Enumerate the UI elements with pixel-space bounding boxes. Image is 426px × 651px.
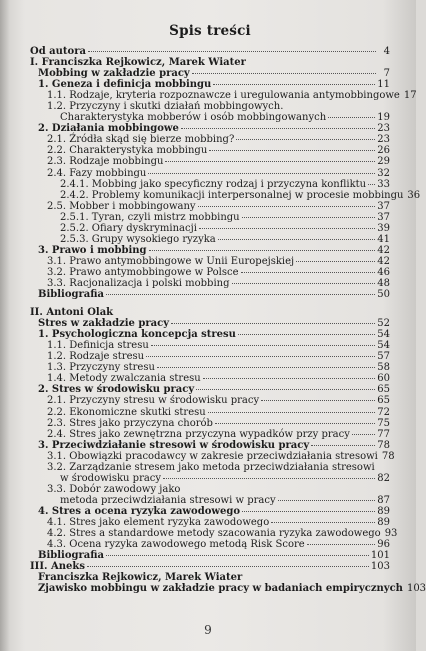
toc-entry-page: 65 <box>377 395 390 407</box>
toc-entry <box>30 462 390 473</box>
toc-entry-page: 37 <box>377 200 390 212</box>
toc-leader-dots <box>106 294 375 295</box>
toc-entry-page: 41 <box>377 233 390 245</box>
toc-entry-title: Stres w zakładzie pracy <box>38 318 170 330</box>
toc-entry-page: 72 <box>377 406 390 418</box>
toc-entry <box>30 329 390 340</box>
toc-entry-page: 78 <box>381 450 395 462</box>
toc-leader-dots <box>242 217 376 218</box>
toc-entry-page: 93 <box>384 528 398 540</box>
toc-leader-dots <box>146 356 375 357</box>
toc-entry <box>30 123 390 134</box>
toc-entry-title: metoda przeciwdziałania stresowi w pracy <box>60 494 276 506</box>
toc-entry-title: 2.5. Mobber i mobbingowany <box>47 200 196 212</box>
toc-entry-title: 3. Prawo i mobbing <box>38 244 147 256</box>
toc-entry-title: Franciszka Rejkowicz, Marek Wiater <box>38 572 243 584</box>
toc-entry-page: 39 <box>377 222 390 234</box>
toc-entry <box>30 256 390 267</box>
toc-entry-page: 52 <box>377 318 390 330</box>
toc-entry-page: 19 <box>377 112 390 124</box>
toc-leader-dots <box>88 51 376 52</box>
toc-entry-page: 29 <box>377 156 390 168</box>
page-title: Spis treści <box>169 23 251 39</box>
toc-entry <box>30 572 390 583</box>
toc-leader-dots <box>241 272 376 273</box>
toc-entry <box>30 156 390 167</box>
toc-entry-title: 2.1. Przyczyny stresu w środowisku pracy <box>47 395 260 407</box>
toc-leader-dots <box>236 139 375 140</box>
toc-leader-dots <box>311 445 375 446</box>
toc-entry-title: 4. Stres a ocena ryzyka zawodowego <box>38 505 241 517</box>
toc-entry <box>30 583 426 595</box>
toc-entry <box>30 528 398 540</box>
toc-entry-title: 3.1. Prawo antymobbingowe w Unii Europejskiej <box>47 255 295 267</box>
toc-entry-title: 2. Działania mobbingowe <box>38 123 179 135</box>
toc-entry-title: Mobbing w zakładzie pracy <box>38 68 190 80</box>
toc-entry <box>30 134 390 145</box>
toc-entry-page: 87 <box>377 494 390 506</box>
toc-entry <box>30 289 390 300</box>
toc-entry-title: 3.3. Racjonalizacja i polski mobbing <box>47 277 230 289</box>
toc-leader-dots <box>192 73 376 74</box>
toc-entry-page: 50 <box>377 289 390 301</box>
toc-entry-title: 3.2. Zarządzanie stresem jako metoda przeciwdziałania stresowi <box>47 461 375 473</box>
toc-leader-dots <box>151 345 375 346</box>
toc-entry <box>30 79 390 90</box>
toc-entry-title: 2.4.2. Problemy komunikacji interpersonalnej w procesie mobbingu <box>60 189 404 201</box>
toc-leader-dots <box>181 128 375 129</box>
toc-entry <box>30 340 390 351</box>
toc-leader-dots <box>368 184 375 185</box>
toc-entry-title: 1.2. Rodzaje stresu <box>47 351 145 363</box>
toc-leader-dots <box>203 378 376 379</box>
toc-entry-page: 89 <box>377 505 390 517</box>
toc-leader-dots <box>87 566 369 567</box>
toc-entry-page: 54 <box>377 329 390 341</box>
toc-entry-title: 2.4. Fazy mobbingu <box>47 167 147 179</box>
toc-entry <box>30 145 390 156</box>
toc-leader-dots <box>199 228 375 229</box>
toc-entry-page: 42 <box>377 244 390 256</box>
toc-entry <box>30 395 390 406</box>
toc-entry-title: 1.3. Przyczyny stresu <box>47 362 155 374</box>
toc-entry <box>30 318 390 329</box>
toc-entry-title: 1.2. Przyczyny i skutki działań mobbingowych. <box>47 101 284 113</box>
toc-entry <box>30 101 390 112</box>
toc-entry-page: 89 <box>377 516 390 528</box>
toc-entry-title: 2.5.1. Tyran, czyli mistrz mobbingu <box>60 211 240 223</box>
toc-leader-dots <box>148 173 375 174</box>
page-number: 9 <box>204 623 212 637</box>
toc-entry-title: 1.1. Definicja stresu <box>47 340 149 352</box>
toc-entry-title: 1. Geneza i definicja mobbingu <box>38 79 212 91</box>
toc-entry <box>30 495 390 506</box>
toc-leader-dots <box>242 511 375 512</box>
toc-entry <box>30 440 390 451</box>
toc-entry-page: 75 <box>377 417 390 429</box>
toc-leader-dots <box>165 161 375 162</box>
toc-entry-page: 33 <box>377 178 390 190</box>
toc-entry-title: 3.3. Dobór zawodowy jako <box>47 483 181 495</box>
toc-entry-title: 1.4. Metody zwalczania stresu <box>47 373 201 385</box>
toc-entry-title: 2.3. Stres jako przyczyna chorób <box>47 417 213 429</box>
toc-leader-dots <box>208 412 376 413</box>
toc-entry-page: 101 <box>370 550 390 562</box>
toc-entry <box>30 278 390 289</box>
table-of-contents <box>30 46 426 595</box>
toc-entry-title: 2.2. Charakterystyka mobbingu <box>47 145 208 157</box>
toc-entry-page: 65 <box>377 384 390 396</box>
toc-entry <box>30 550 390 561</box>
toc-entry-page: 7 <box>383 68 390 80</box>
toc-entry-page: 103 <box>406 583 426 595</box>
toc-entry-page: 11 <box>377 79 390 91</box>
toc-entry-page: 54 <box>377 340 390 352</box>
toc-entry-title: 2.4. Stres jako zewnętrzna przyczyna wypadków przy pracy <box>47 428 350 440</box>
toc-entry <box>30 539 390 550</box>
toc-entry <box>30 362 390 373</box>
toc-entry <box>30 407 390 418</box>
toc-entry <box>30 212 390 223</box>
toc-entry <box>30 506 390 517</box>
toc-entry-title: Zjawisko mobbingu w zakładzie pracy w badaniach empirycznych <box>38 583 403 595</box>
toc-leader-dots <box>171 323 375 324</box>
toc-entry <box>30 561 390 572</box>
toc-entry <box>30 373 390 384</box>
toc-entry <box>30 46 390 57</box>
toc-leader-dots <box>307 544 376 545</box>
toc-entry-page: 57 <box>377 351 390 363</box>
toc-entry-page: 36 <box>407 189 421 201</box>
toc-leader-dots <box>157 367 375 368</box>
toc-entry-title: Charakterystyka mobberów i osób mobbingowanych <box>60 112 327 124</box>
toc-entry <box>30 189 421 201</box>
toc-entry-page: 46 <box>377 266 390 278</box>
toc-entry-page: 23 <box>377 123 390 135</box>
toc-entry <box>30 223 390 234</box>
toc-entry-page: 82 <box>377 472 390 484</box>
toc-entry-title: II. Antoni Olak <box>30 307 114 319</box>
toc-entry-title: 4.1. Stres jako element ryzyka zawodowego <box>47 516 270 528</box>
toc-entry <box>30 90 417 102</box>
toc-entry <box>30 168 390 179</box>
toc-leader-dots <box>213 84 375 85</box>
toc-entry-title: Bibliografia <box>38 550 105 562</box>
toc-entry-page: 103 <box>370 561 390 573</box>
toc-entry-title: 1.1. Rodzaje, kryteria rozpoznawcze i uregulowania antymobbingowe <box>47 90 400 102</box>
toc-entry-title: 2.3. Rodzaje mobbingu <box>47 156 164 168</box>
toc-leader-dots <box>278 500 376 501</box>
toc-leader-dots <box>149 250 376 251</box>
toc-leader-dots <box>261 400 375 401</box>
toc-entry <box>30 418 390 429</box>
toc-entry-title: 2. Stres w środowisku pracy <box>38 384 195 396</box>
toc-entry-title: w środowisku pracy <box>60 472 162 484</box>
page-gutter-shadow <box>0 0 10 651</box>
toc-entry <box>30 484 390 495</box>
toc-entry <box>30 234 390 245</box>
toc-entry-page: 42 <box>377 255 390 267</box>
toc-entry-page: 4 <box>383 46 390 57</box>
toc-entry-page: 96 <box>377 539 390 551</box>
toc-entry <box>30 179 390 190</box>
toc-entry-title: 3.2. Prawo antymobbingowe w Polsce <box>47 266 239 278</box>
toc-entry-title: I. Franciszka Rejkowicz, Marek Wiater <box>30 57 246 69</box>
toc-entry-page: 32 <box>377 167 390 179</box>
toc-leader-dots <box>218 239 376 240</box>
toc-entry <box>30 429 390 440</box>
toc-leader-dots <box>232 283 376 284</box>
toc-leader-dots <box>296 261 375 262</box>
toc-entry <box>30 57 390 68</box>
toc-entry-title: III. Aneks <box>30 561 85 573</box>
toc-entry <box>30 245 390 256</box>
toc-entry <box>30 450 395 462</box>
toc-entry-title: 1. Psychologiczna koncepcja stresu <box>38 329 236 341</box>
toc-leader-dots <box>196 389 375 390</box>
toc-entry-title: 2.5.3. Grupy wysokiego ryzyka <box>60 233 216 245</box>
toc-entry <box>30 307 390 318</box>
toc-leader-dots <box>163 478 375 479</box>
toc-leader-dots <box>238 334 375 335</box>
toc-entry <box>30 384 390 395</box>
toc-entry-title: 2.1. Źródła skąd się bierze mobbing? <box>47 134 235 146</box>
toc-entry-title: 3.1. Obowiązki pracodawcy w zakresie przeciwdziałania stresowi <box>47 450 378 462</box>
toc-entry <box>30 267 390 278</box>
toc-entry-title: 2.4.1. Mobbing jako specyficzny rodzaj i przyczyna konfliktu <box>60 178 367 190</box>
toc-entry <box>30 351 390 362</box>
toc-leader-dots <box>215 423 375 424</box>
toc-entry-title: Bibliografia <box>38 289 105 301</box>
section-gap <box>30 300 390 307</box>
toc-entry-title: 3. Przeciwdziałanie stresowi w środowisku pracy <box>38 439 310 451</box>
toc-entry-page: 37 <box>377 211 390 223</box>
toc-entry-page: 58 <box>377 362 390 374</box>
toc-entry-page: 48 <box>377 277 390 289</box>
toc-entry <box>30 517 390 528</box>
toc-entry-title: 4.2. Stres a standardowe metody szacowania ryzyka zawodowego <box>47 528 381 540</box>
toc-leader-dots <box>328 117 375 118</box>
toc-entry-page: 60 <box>377 373 390 385</box>
toc-leader-dots <box>271 522 375 523</box>
toc-entry-page: 78 <box>377 439 390 451</box>
toc-leader-dots <box>198 206 376 207</box>
toc-entry-title: 4.3. Ocena ryzyka zawodowego metodą Risk Score <box>47 539 305 551</box>
toc-entry-title: 2.5.2. Ofiary dyskryminacji <box>60 222 197 234</box>
toc-leader-dots <box>352 434 375 435</box>
toc-entry-page: 26 <box>377 145 390 157</box>
toc-entry-title: 2.2. Ekonomiczne skutki stresu <box>47 406 206 418</box>
toc-leader-dots <box>106 555 369 556</box>
toc-entry <box>30 201 390 212</box>
toc-entry-title: Od autora <box>30 46 86 57</box>
toc-leader-dots <box>209 150 375 151</box>
toc-entry <box>30 68 390 79</box>
toc-entry-page: 17 <box>403 90 417 102</box>
toc-entry-page: 23 <box>377 134 390 146</box>
toc-entry <box>30 112 390 123</box>
toc-entry-page: 77 <box>377 428 390 440</box>
toc-entry <box>30 473 390 484</box>
